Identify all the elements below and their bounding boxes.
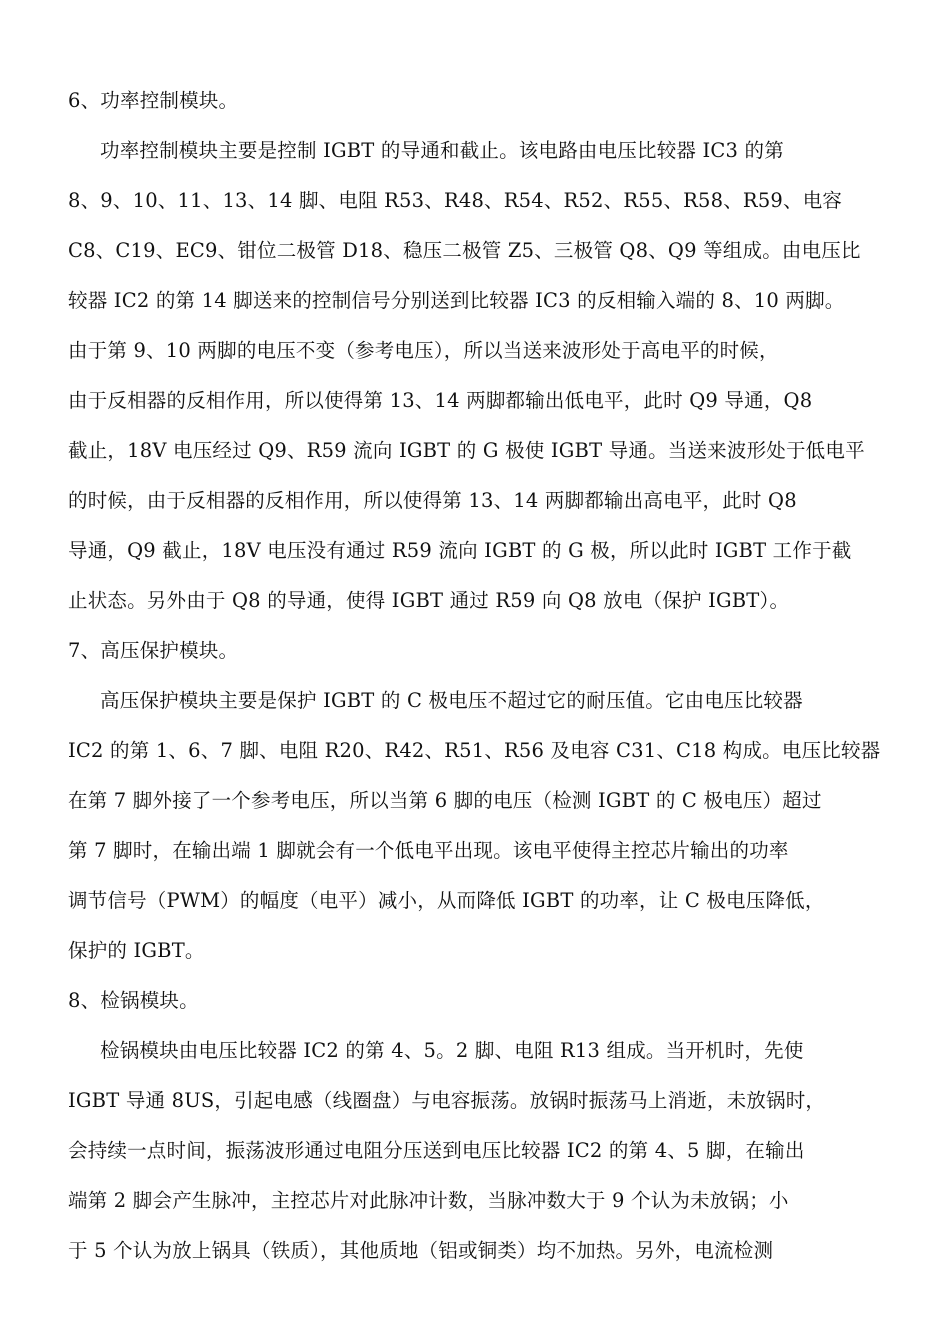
paragraph-line: 截止，18V 电压经过 Q9、R59 流向 IGBT 的 G 极使 IGBT 导通。当送来波形处于低电平	[68, 439, 865, 462]
paragraph-line: 调节信号（PWM）的幅度（电平）减小，从而降低 IGBT 的功率，让 C 极电压降低，	[68, 889, 825, 912]
paragraph-line: 端第 2 脚会产生脉冲，主控芯片对此脉冲计数，当脉冲数大于 9 个认为未放锅；小	[68, 1189, 789, 1212]
paragraph-line: 导通，Q9 截止，18V 电压没有通过 R59 流向 IGBT 的 G 极，所以此时 IGBT 工作于截	[68, 539, 852, 562]
paragraph-line: IGBT 导通 8US，引起电感（线圈盘）与电容振荡。放锅时振荡马上消逝，未放锅时，	[68, 1089, 826, 1112]
paragraph-line: IC2 的第 1、6、7 脚、电阻 R20、R42、R51、R56 及电容 C31、C18 构成。电压比较器	[68, 739, 881, 762]
paragraph-line: 高压保护模块主要是保护 IGBT 的 C 极电压不超过它的耐压值。它由电压比较器	[100, 689, 803, 712]
paragraph-line: 检锅模块由电压比较器 IC2 的第 4、5。2 脚、电阻 R13 组成。当开机时，先使	[100, 1039, 804, 1062]
paragraph-line: 保护的 IGBT。	[68, 939, 205, 962]
section-heading-6: 6、功率控制模块。	[68, 89, 239, 112]
paragraph-line: 功率控制模块主要是控制 IGBT 的导通和截止。该电路由电压比较器 IC3 的第	[100, 139, 784, 162]
paragraph-line: 止状态。另外由于 Q8 的导通，使得 IGBT 通过 R59 向 Q8 放电（保护 IGBT）。	[68, 589, 790, 612]
paragraph-line: C8、C19、EC9、钳位二极管 D18、稳压二极管 Z5、三极管 Q8、Q9 等组成。由电压比	[68, 239, 861, 262]
section-heading-8: 8、检锅模块。	[68, 989, 199, 1012]
paragraph-line: 由于反相器的反相作用，所以使得第 13、14 两脚都输出低电平，此时 Q9 导通，Q8	[68, 389, 813, 412]
section-heading-7: 7、高压保护模块。	[68, 639, 239, 662]
paragraph-line: 的时候，由于反相器的反相作用，所以使得第 13、14 两脚都输出高电平，此时 Q8	[68, 489, 797, 512]
paragraph-line: 较器 IC2 的第 14 脚送来的控制信号分别送到比较器 IC3 的反相输入端的 8、10 两脚。	[68, 289, 845, 312]
paragraph-line: 由于第 9、10 两脚的电压不变（参考电压），所以当送来波形处于高电平的时候，	[68, 339, 779, 362]
paragraph-line: 第 7 脚时，在输出端 1 脚就会有一个低电平出现。该电平使得主控芯片输出的功率	[68, 839, 789, 862]
paragraph-line: 在第 7 脚外接了一个参考电压，所以当第 6 脚的电压（检测 IGBT 的 C 极电压）超过	[68, 789, 822, 812]
paragraph-line: 会持续一点时间，振荡波形通过电阻分压送到电压比较器 IC2 的第 4、5 脚，在输出	[68, 1139, 805, 1162]
paragraph-line: 8、9、10、11、13、14 脚、电阻 R53、R48、R54、R52、R55、R58、R59、电容	[68, 189, 843, 212]
paragraph-line: 于 5 个认为放上锅具（铁质），其他质地（铝或铜类）均不加热。另外，电流检测	[68, 1239, 774, 1262]
